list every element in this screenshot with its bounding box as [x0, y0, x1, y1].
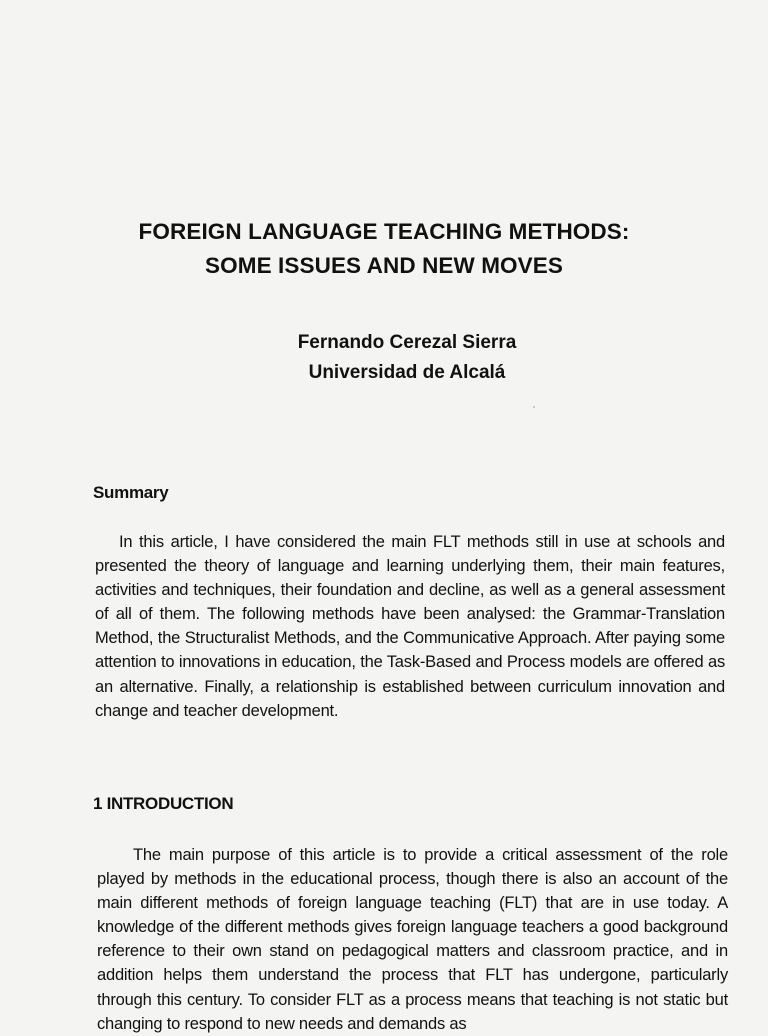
introduction-paragraph: The main purpose of this article is to provide a critical assessment of the role played by methods in the educational process, though there is also an account of the main different methods of foreign language teaching (FLT) that are in use today. A knowledge of the different methods gives foreign language teachers a good background reference to their own stand on pedagogical matters and classroom practice, and in addition helps them understand the process that FLT has undergone, particularly through this century. To consider FLT as a process means that teaching is not static but changing to respond to new needs and demands as	[97, 846, 728, 1033]
summary-heading: Summary	[93, 483, 169, 502]
author-affiliation: Universidad de Alcalá	[308, 362, 506, 383]
introduction-heading: 1 INTRODUCTION	[93, 794, 234, 813]
summary-paragraph: In this article, I have considered the main FLT methods still in use at schools and presented the theory of language and learning underlying them, their main features, activities and techniques, their foundation and decline, as well as a general assessment of all of them. The following methods have been analysed: the Grammar-Translation Method, the Structuralist Methods, and the Communicative Approach. After paying some attention to innovations in education, the Task-Based and Process models are offered as an alternative. Finally, a relationship is established between curriculum innovation and change and teacher development.	[95, 533, 725, 720]
scan-speck	[533, 406, 535, 408]
paper-title-line-1: FOREIGN LANGUAGE TEACHING METHODS:	[138, 219, 630, 244]
paper-title-line-2: SOME ISSUES AND NEW MOVES	[205, 253, 563, 278]
author-name: Fernando Cerezal Sierra	[297, 332, 517, 353]
